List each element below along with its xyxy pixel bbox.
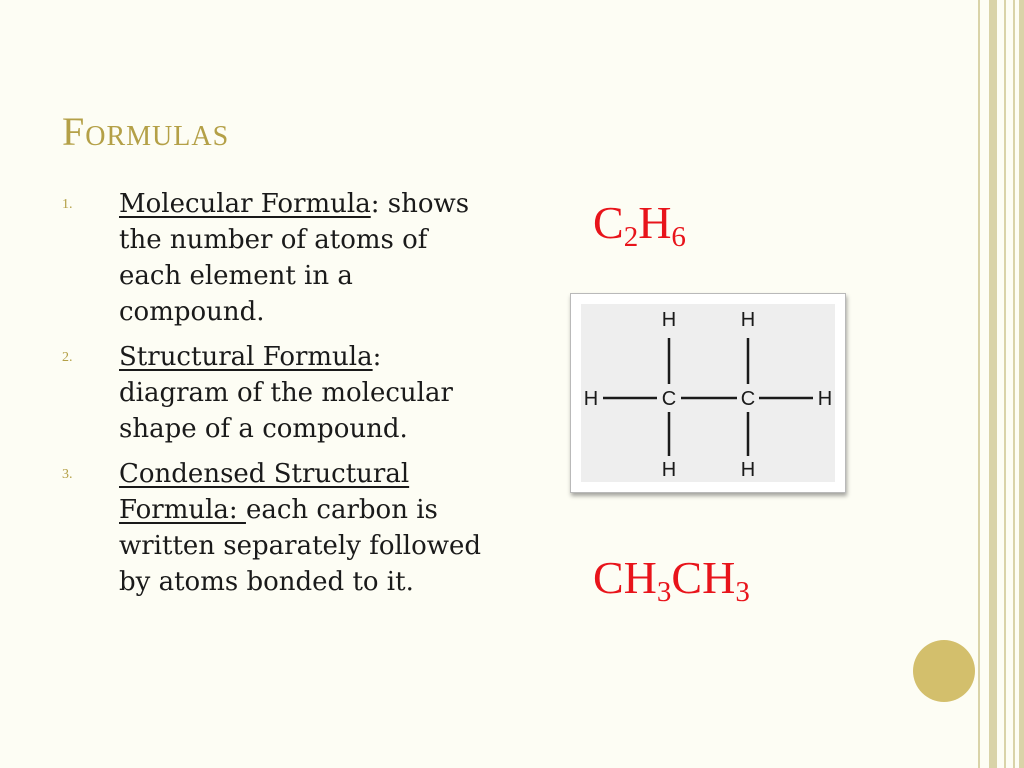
formula-element: C — [593, 197, 624, 248]
frame-line — [1019, 0, 1024, 768]
formula-element: CH — [593, 552, 657, 603]
ethane-structure — [581, 304, 835, 482]
item-term: Molecular Formula — [119, 189, 371, 219]
atom-label: H — [661, 459, 677, 481]
item-description: diagram of the molecular shape of a compound. — [119, 378, 453, 444]
formula-subscript: 3 — [735, 576, 750, 608]
frame-line — [1013, 0, 1015, 768]
frame-line — [978, 0, 980, 768]
item-separator: : — [372, 342, 382, 372]
formula-subscript: 3 — [656, 576, 672, 608]
atom-label: H — [817, 388, 833, 410]
atom-label: C — [740, 388, 756, 410]
decorative-circle — [913, 640, 975, 702]
definition-list — [62, 186, 512, 609]
item-text — [119, 339, 459, 447]
molecular-formula — [593, 197, 686, 253]
atom-label: C — [661, 388, 677, 410]
diagram-background — [581, 304, 835, 482]
atom-label: H — [661, 309, 677, 331]
item-text — [119, 456, 509, 600]
item-number: 2. — [62, 350, 73, 365]
item-text — [119, 186, 479, 330]
list-item — [62, 339, 512, 447]
item-term: Condensed Structural Formula: — [119, 459, 410, 525]
item-description: each carbon is written separately followed by atoms bonded to it. — [119, 495, 482, 597]
item-term: Structural Formula — [119, 342, 373, 372]
frame-line — [1004, 0, 1006, 768]
slide-title: Formulas — [62, 109, 230, 154]
structural-diagram — [570, 293, 846, 493]
list-item — [62, 456, 512, 600]
formula-subscript: 6 — [671, 221, 686, 253]
atom-label: H — [583, 388, 599, 410]
item-description: shows the number of atoms of each element in a compound. — [119, 189, 470, 327]
formula-element: CH — [671, 552, 736, 603]
formula-element: H — [638, 197, 672, 248]
frame-line — [989, 0, 997, 768]
list-item — [62, 186, 512, 330]
item-separator: : — [370, 189, 380, 219]
atom-label: H — [740, 309, 756, 331]
item-number: 1. — [62, 197, 73, 212]
condensed-formula — [593, 552, 750, 608]
formula-subscript: 2 — [623, 221, 639, 253]
item-number: 3. — [62, 467, 73, 482]
atom-label: H — [740, 459, 756, 481]
